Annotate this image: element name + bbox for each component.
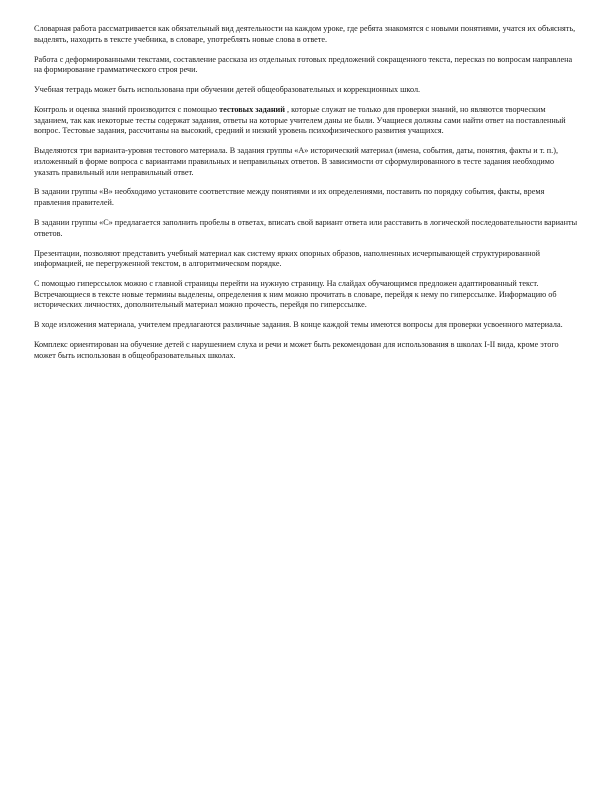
paragraph-presentations: Презентации, позволяют представить учебный материал как систему ярких опорных образов, наполненных исчерпывающей структурированной информацией, не перегруженной текстом, в алгоритмическом порядке. bbox=[34, 248, 540, 269]
paragraph-workbook: Учебная тетрадь может быть использована при обучении детей общеобразовательных и коррекционных школ. bbox=[34, 85, 421, 95]
paragraph-complex-orientation: Комплекс ориентирован на обучение детей с нарушением слуха и речи и может быть рекомендован для использования в школах I-II вида, кроме этого может быть использован в общеобразовательных школах. bbox=[34, 340, 559, 360]
paragraph-vocabulary-work: Словарная работа рассматривается как обязательный вид деятельности на каждом уроке, где ребята знакомятся с новыми понятиями, учатся их объяснять, выделять, находить в тексте учебника, в словаре, употреблять новые слова в ответе. bbox=[34, 24, 576, 44]
paragraph-hyperlinks: С помощью гиперссылок можно с главной страницы перейти на нужную страницу. На слайдах обучающимся предложен адаптированный текст. Встречающиеся в тексте новые термины выделены, определения к ним можно прочитать в словаре, перейдя к нему по гиперссылке. Информацию об исторических личностях, дополнительный материал можно прочесть, перейдя по гиперссылке. bbox=[34, 279, 557, 310]
paragraph-group-b: В задании группы «В» необходимо установите соответствие между понятиями и их определениями, поставить по порядку события, факты, время правления правителей. bbox=[34, 187, 545, 208]
document-body bbox=[34, 24, 580, 371]
paragraph-deformed-texts: Работа с деформированными текстами, составление рассказа из отдельных готовых предложений сокращенного текста, пересказ по вопросам направлена на формирование грамматического строя речи. bbox=[34, 54, 573, 75]
paragraph-test-levels: Выделяются три варианта-уровня тестового материала. В задания группы «А» исторический материал (имена, события, даты, понятия, факты и т. п.), изложенный в форме вопроса с вариантами правильных и неправильных ответов. В зависимости от сформулированного в тесте задания необходимо указать правильный или неправильный ответ. bbox=[34, 146, 558, 177]
paragraph-group-c: В задании группы «С» предлагается заполнить пробелы в ответах, вписать свой вариант ответа или расставить в логической последовательности варианты ответов. bbox=[34, 218, 578, 238]
paragraph-knowledge-control-lead: Контроль и оценка знаний производится с помощью bbox=[34, 105, 220, 115]
paragraph-assignments: В ходе изложения материала, учителем предлагаются различные задания. В конце каждой темы имеются вопросы для проверки усвоенного материала. bbox=[34, 320, 563, 330]
paragraph-knowledge-control-rest: , которые служат не только для проверки знаний, но являются творческим заданием, так как некоторые тесты содержат задания, ответы на которые учителем даны не были. Учащиеся должны сами найти ответ на поставленный вопрос. Тестовые задания, рассчитаны на высокий, средний и низкий уровень психофизического развития учащихся. bbox=[34, 105, 566, 136]
paragraph-knowledge-control bbox=[34, 105, 580, 137]
bold-term-test-tasks: тестовых заданий bbox=[219, 105, 285, 115]
